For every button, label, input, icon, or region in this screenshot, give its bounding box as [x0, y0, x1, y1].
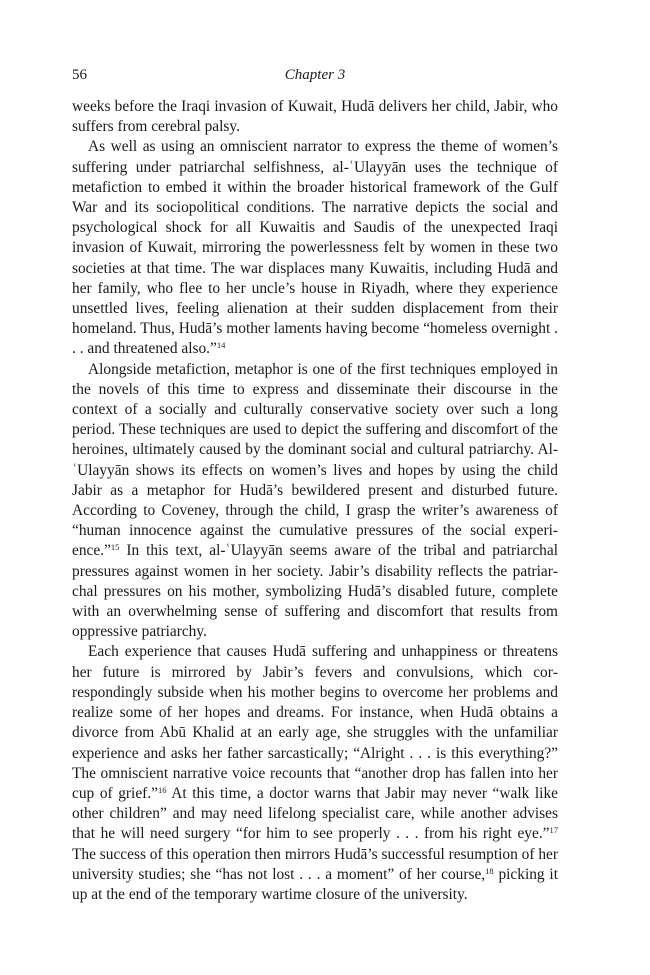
chapter-title: Chapter 3	[284, 67, 346, 83]
paragraph-text: At this time, a doctor warns that Jabir may never “walk like other children” and may need lifelong specialist care, while another advises that he will need surgery “for him to see properly . . . from his right eye.”	[72, 784, 558, 843]
paragraph-text: Alongside metafiction, metaphor is one of the first techniques employed in the novels of this time to express and disseminate their discourse in the context of a socially and culturally conservative society over such a long period. These techniques are used to depict the suffering and discomfort of the heroines, ultimately caused by the dominant social and cultural patriarchy. Al-ʿUlayyān shows its effects on women’s lives and hopes by using the child Jabir as a metaphor for Hudā’s bewildered present and disturbed future. According to Coveney, through the child, I grasp the writer’s awareness of “human innocence against the cumulative pressures of the social experience.”	[72, 360, 558, 560]
footnote-ref: 16	[157, 784, 167, 795]
paragraph-text: As well as using an omniscient narrator to express the theme of women’s suffering under patriarchal selfishness, al-ʿUlayyān uses the technique of metafiction to embed it within the broader historical framework of the Gulf War and its sociopolitical conditions. The narrative depicts the social and psychological shock for all Kuwaitis and Saudis of the unexpected Iraqi invasion of Kuwait, mirroring the powerlessness felt by women in these two societies at that time. The war displaces many Kuwaitis, including Hudā and her family, who flee to her uncle’s house in Riyadh, where they experience unsettled lives, feeling alienation at their sudden displacement from their homeland. Thus, Hudā’s mother laments having become “homeless overnight . . . and threatened also.”	[72, 138, 558, 358]
footnote-ref: 15	[110, 542, 120, 553]
paragraph-text: In this text, al-ʿUlayyān seems aware of the tribal and patriarchal pressures against women in her society. Jabir’s disability reflects the patriarchal pressures on his mother, symbolizing Hudā’s disabled future, complete with an overwhelming sense of suffering and discomfort that results from oppressive patriarchy.	[72, 542, 558, 641]
paragraph-text: The success of this operation then mirrors Hudā’s successful resumption of her university studies; she “has not lost . . . a moment” of her course,	[72, 845, 558, 883]
paragraph	[72, 97, 558, 137]
body-text	[72, 97, 558, 905]
paragraph	[72, 137, 558, 359]
paragraph	[72, 642, 558, 905]
page-header	[72, 67, 558, 87]
paragraph-text: Each experience that causes Hudā suffering and unhappiness or threatens her future is mirrored by Jabir’s fevers and convulsions, which correspondingly subside when his mother begins to overcome her problems and realize some of her hopes and dreams. For instance, when Hudā obtains a divorce from Abū Khalid at an early age, she struggles with the unfamiliar experience and asks her father sarcastically; “Alright . . . is this everything?” The omniscient narrative voice recounts that “another drop has fallen into her cup of grief.”	[72, 643, 558, 802]
footnote-ref: 14	[216, 340, 226, 351]
page-number: 56	[72, 67, 87, 83]
paragraph-text: picking it up at the end of the temporary wartime closure of the university.	[72, 865, 558, 903]
paragraph	[72, 360, 558, 643]
paragraph-text: weeks before the Iraqi invasion of Kuwait, Hudā delivers her child, Jabir, who suffers from cerebral palsy.	[72, 98, 558, 136]
footnote-ref: 17	[549, 825, 558, 836]
footnote-ref: 18	[485, 865, 494, 876]
